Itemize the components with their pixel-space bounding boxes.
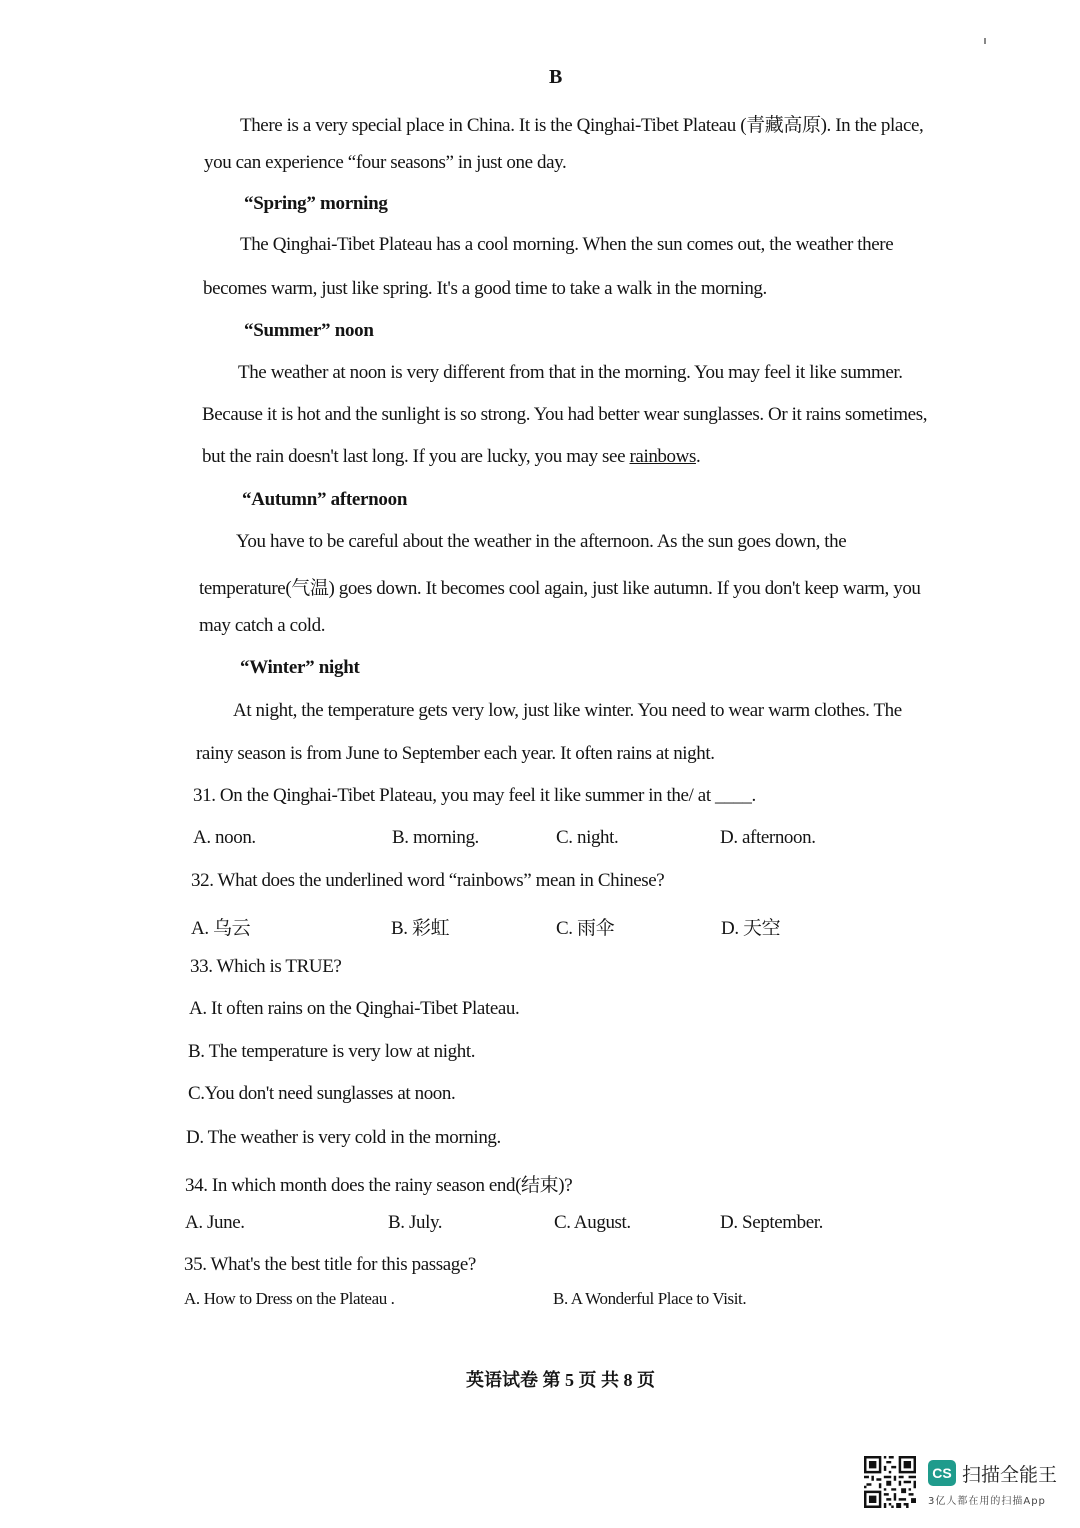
question-35-option-b: B. A Wonderful Place to Visit.	[553, 1289, 747, 1308]
scanner-tagline: 3亿人都在用的扫描App	[928, 1496, 1046, 1507]
passage-intro-line-2: you can experience “four seasons” in just one day.	[204, 152, 567, 173]
question-35-stem: 35. What's the best title for this passage?	[184, 1254, 476, 1275]
winter-heading: “Winter” night	[240, 657, 360, 678]
question-32-option-b: B. 彩虹	[391, 918, 450, 939]
question-34-option-d: D. September.	[720, 1212, 823, 1233]
question-34-option-b: B. July.	[388, 1212, 443, 1233]
question-31-option-c: C. night.	[556, 827, 619, 848]
section-title: B	[549, 66, 563, 88]
question-31-option-b: B. morning.	[392, 827, 479, 848]
spring-heading: “Spring” morning	[244, 193, 388, 214]
scanner-app-name: 扫描全能王	[962, 1464, 1058, 1486]
question-33-option-d: D. The weather is very cold in the morning.	[186, 1127, 501, 1148]
summer-line-1: The weather at noon is very different from that in the morning. You may feel it like summer.	[238, 362, 903, 383]
page-footer: 英语试卷 第 5 页 共 8 页	[466, 1370, 655, 1390]
summer-heading: “Summer” noon	[244, 320, 374, 341]
autumn-heading: “Autumn” afternoon	[242, 489, 408, 510]
autumn-line-1: You have to be careful about the weather in the afternoon. As the sun goes down, the	[236, 531, 847, 552]
summer-line-3	[202, 446, 700, 468]
question-33-option-b: B. The temperature is very low at night.	[188, 1041, 476, 1062]
summer-line-3-text: but the rain doesn't last long. If you are lucky, you may see	[202, 446, 630, 467]
question-33-option-c: C.You don't need sunglasses at noon.	[188, 1083, 456, 1104]
summer-line-3-end: .	[695, 446, 701, 467]
question-31-option-d: D. afternoon.	[720, 827, 816, 848]
question-33-stem: 33. Which is TRUE?	[190, 956, 342, 977]
winter-line-2: rainy season is from June to September each year. It often rains at night.	[196, 743, 715, 764]
question-32-option-d: D. 天空	[721, 918, 781, 939]
autumn-line-2: temperature(气温) goes down. It becomes cool again, just like autumn. If you don't keep warm, you	[199, 578, 921, 599]
qr-code-icon	[864, 1456, 916, 1508]
question-31-option-a: A. noon.	[193, 827, 256, 848]
underlined-word-rainbows: rainbows	[629, 446, 696, 467]
question-34-option-a: A. June.	[185, 1212, 245, 1233]
scan-speck	[984, 38, 986, 44]
question-34-stem: 34. In which month does the rainy season end(结束)?	[185, 1175, 573, 1196]
question-33-option-a: A. It often rains on the Qinghai-Tibet Plateau.	[189, 998, 520, 1019]
camscanner-logo-icon: CS	[928, 1460, 956, 1486]
question-32-option-c: C. 雨伞	[556, 918, 615, 939]
question-34-option-c: C. August.	[554, 1212, 631, 1233]
summer-line-2: Because it is hot and the sunlight is so strong. You had better wear sunglasses. Or it rains sometimes,	[202, 404, 928, 425]
winter-line-1: At night, the temperature gets very low, just like winter. You need to wear warm clothes. The	[233, 700, 902, 721]
spring-line-1: The Qinghai-Tibet Plateau has a cool morning. When the sun comes out, the weather there	[240, 234, 894, 255]
question-32-option-a: A. 乌云	[191, 918, 251, 939]
scanner-watermark	[864, 1456, 1064, 1512]
question-32-stem: 32. What does the underlined word “rainbows” mean in Chinese?	[191, 870, 665, 891]
question-35-option-a: A. How to Dress on the Plateau .	[184, 1289, 395, 1308]
question-31-stem: 31. On the Qinghai-Tibet Plateau, you may feel it like summer in the/ at ____.	[193, 785, 756, 806]
autumn-line-3: may catch a cold.	[199, 615, 326, 636]
passage-intro-line-1: There is a very special place in China. It is the Qinghai-Tibet Plateau (青藏高原). In the place,	[240, 115, 924, 136]
spring-line-2: becomes warm, just like spring. It's a good time to take a walk in the morning.	[203, 278, 767, 299]
